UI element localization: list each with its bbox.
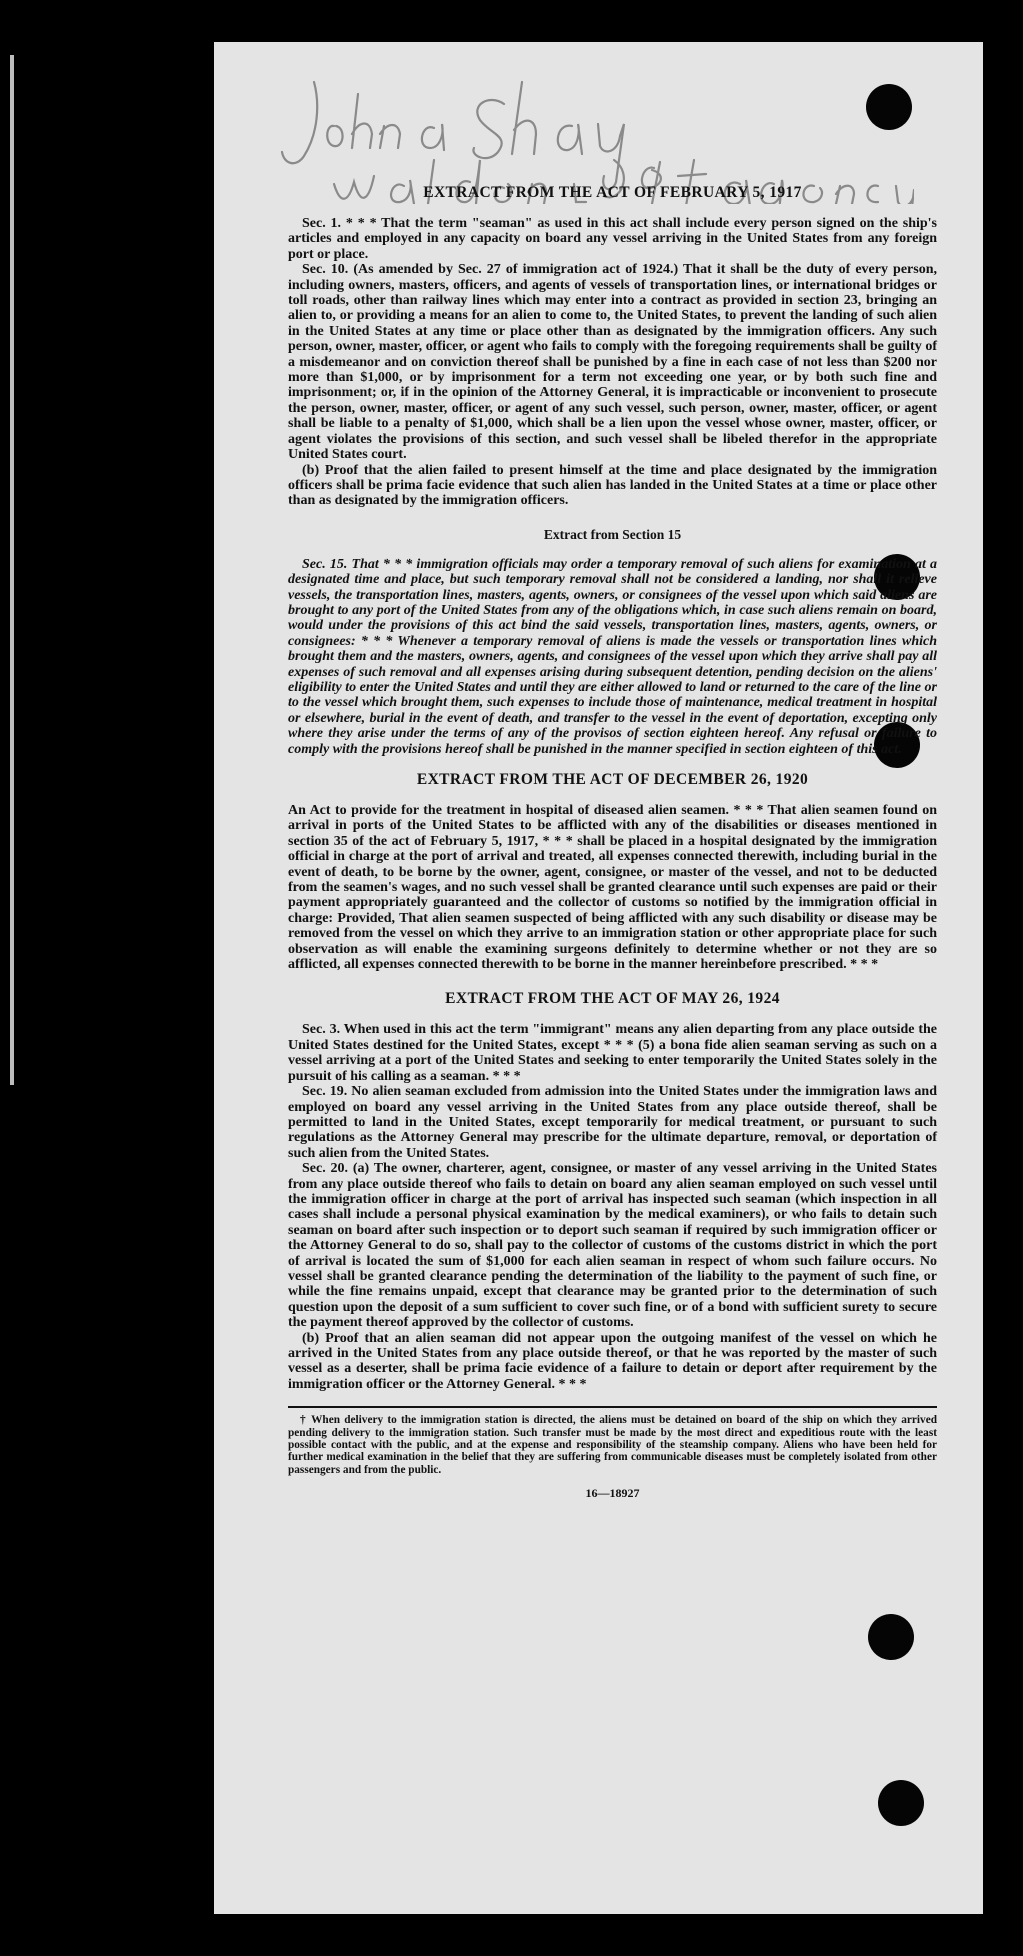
act-1924-sec-19: Sec. 19. No alien seaman excluded from admission into the United States under the immigration laws and employed on board any vessel arriving in the United States from any place outside thereof, shall be permitted to land in the United States, except temporarily for medical treatment, or pursuant to such regulations as the Attorney General may prescribe for the ultimate departure, removal, or deportation of such alien from the United States. — [288, 1084, 937, 1161]
act-1920-text: An Act to provide for the treatment in hospital of diseased alien seamen. * * * That alien seamen found on arrival in ports of the United States to be afflicted with any of the disabilities or diseases mentioned in section 35 of the act of February 5, 1917, * * * shall be placed in a hospital designated by the immigration official in charge at the port of arrival and treated, all expenses connected therewith, including burial in the event of death, to be borne by the owner, agent, consignee, or master of the vessel, and not to be deducted from the seamen's wages, and no such vessel shall be granted clearance until such expenses are paid or their payment appropriately guaranteed and the collector of customs so notified by the immigration official in charge: Provided, That alien seamen suspected of being afflicted with any such disability or disease may be removed from the vessel on which they arrive to an immigration station or other appropriate place for such observation as will enable the examining surgeons definitely to determine whether or not they are so afflicted, all expenses connected therewith to be borne in the manner hereinbefore prescribed. * * * — [288, 803, 937, 973]
punch-hole — [866, 84, 912, 130]
act-1917-sec-1: Sec. 1. * * * That the term "seaman" as used in this act shall include every person signed on the ship's articles and employed in any capacity on board any vessel arriving in the United States from any foreign port or place. — [288, 216, 937, 262]
handwritten-annotation — [274, 64, 914, 204]
punch-hole — [868, 1614, 914, 1660]
form-number: 16—18927 — [585, 1486, 640, 1501]
heading-act-1924: EXTRACT FROM THE ACT OF MAY 26, 1924 — [445, 990, 780, 1008]
section-15-text: Sec. 15. That * * * immigration officials may order a temporary removal of such aliens for examination at a designated time and place, but such temporary removal shall not be considered a landing, nor shall it relieve vessels, the transportation lines, masters, agents, owners, or consignees of the vessel upon which said aliens are brought to any port of the United States from any of the obligations which, in case such aliens remain on board, would under the provisions of this act bind the said vessels, transportation lines, masters, agents, owners, or consignees: * * * Whenever a temporary removal of aliens is made the vessels or transportation lines which brought them and the masters, owners, agents, and consignees of the vessel upon which they arrive shall pay all expenses of such removal and all expenses arising during subsequent detention, pending decision on the aliens' eligibility to enter the United States and until they are either allowed to land or returned to the care of the line or to the vessel which brought them, such expenses to include those of maintenance, medical treatment in hospital or elsewhere, burial in the event of death, and transfer to the vessel in the event of deportation, excepting only where they arise under the terms of any of the provisos of section eighteen hereof. Any refusal or failure to comply with the provisions hereof shall be punished in the manner specified in section eighteen of this act. — [288, 556, 937, 757]
film-edge-mark — [10, 55, 14, 1085]
act-1917-sec-10b: (b) Proof that the alien failed to present himself at the time and place designated by the immigration officers shall be prima facie evidence that such alien has landed in the United States at a time or place other than as designated by the immigration officers. — [288, 462, 937, 509]
act-1917-sec-10: Sec. 10. (As amended by Sec. 27 of immigration act of 1924.) That it shall be the duty of every person, including owners, masters, officers, and agents of vessels of transportation lines, or international bridges or toll roads, other than railway lines which may enter into a contract as provided in section 23, bringing an alien to, or providing a means for an alien to come to, the United States, to prevent the landing of such alien in the United States at any time or place other than as designated by the immigration officers. Any such person, owner, master, officer, or agent who fails to comply with the foregoing requirements shall be guilty of a misdemeanor and on conviction thereof shall be punished by a fine in each case of not less than $200 nor more than $1,000, or by imprisonment for a term not exceeding one year, or by both such fine and imprisonment; or, if in the opinion of the Attorney General, it is impracticable or inconvenient to prosecute the person, owner, master, officer, or agent of any such vessel, such person, owner, master, officer, or agent shall be liable to a penalty of $1,000, which shall be a lien upon the vessel whose owner, master, officer, or agent violates the provisions of this section, and such vessel shall be libeled therefor in the appropriate United States court. — [288, 262, 937, 463]
heading-act-1917: EXTRACT FROM THE ACT OF FEBRUARY 5, 1917 — [423, 184, 802, 201]
document-body — [288, 184, 937, 1501]
heading-section-15: Extract from Section 15 — [543, 526, 682, 542]
act-1924-sec-3: Sec. 3. When used in this act the term "immigrant" means any alien departing from any place outside the United States destined for the United States, except * * * (5) a bona fide alien seaman serving as such on a vessel arriving at a port of the United States and seeking to enter temporarily the United States solely in the pursuit of his calling as a seaman. * * * — [288, 1022, 937, 1084]
footnote-divider — [288, 1406, 937, 1408]
heading-act-1920: EXTRACT FROM THE ACT OF DECEMBER 26, 1920 — [416, 771, 809, 788]
act-1924-sec-20b: (b) Proof that an alien seaman did not appear upon the outgoing manifest of the vessel on which he arrived in the United States from any place outside thereof, or that he was reported by the master of such vessel as a deserter, shall be prima facie evidence of a failure to detain or deport after requirement by the immigration officer or the Attorney General. * * * — [288, 1330, 937, 1392]
document-page — [214, 42, 983, 1914]
footnote: † When delivery to the immigration station is directed, the aliens must be detained on board of the ship on which they arrived pending delivery to the immigration station. Such transfer must be made by the most direct and expeditious route with the least possible contact with the public, and at the expense and responsibility of the steamship company. Aliens who have been held for further medical examination in the belief that they are suffering from communicable diseases must be completely isolated from other passengers and from the public. — [288, 1414, 937, 1476]
act-1924-sec-20a: Sec. 20. (a) The owner, charterer, agent, consignee, or master of any vessel arriving in the United States from any place outside thereof who fails to detain on board any alien seaman employed on such vessel until the immigration officer in charge at the port of arrival has inspected such seaman (which inspection in all cases shall include a personal physical examination by the medical examiners), or who fails to detain such seaman on board after such inspection or to deport such seaman if required by such immigration officer or the Attorney General to do so, shall pay to the collector of customs of the customs district in which the port of arrival is located the sum of $1,000 for each alien seaman in respect of whom such failure occurs. No vessel shall be granted clearance pending the determination of the liability to the payment of such fine, or while the fine remains unpaid, except that clearance may be granted prior to the determination of such question upon the deposit of a sum sufficient to cover such fine, or of a bond with sufficient surety to secure the payment thereof approved by the collector of customs. — [288, 1161, 937, 1331]
punch-hole — [878, 1780, 924, 1826]
